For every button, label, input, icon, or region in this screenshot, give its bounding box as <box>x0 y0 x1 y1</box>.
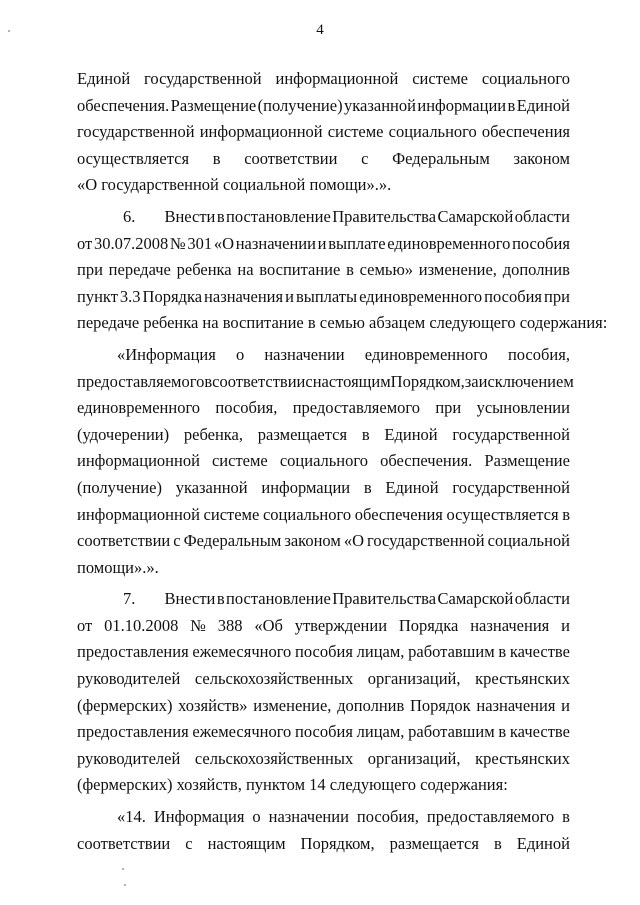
text-line: «Информация о назначении единовременного пособия, <box>117 344 570 364</box>
text-line: руководителей сельскохозяйственных организаций, крестьянских <box>77 669 570 689</box>
paragraph-continuation <box>77 66 570 199</box>
page-number: 4 <box>316 22 324 38</box>
paragraph-quote-14 <box>77 804 570 857</box>
text-line: (удочерении) ребенка, размещается в Единой государственной <box>77 424 570 444</box>
scan-speck <box>124 884 126 886</box>
paragraph-item-7 <box>77 586 570 799</box>
paragraph-quote-6 <box>77 342 574 581</box>
text-line: передаче ребенка на воспитание в семью абзацем следующего содержания: <box>77 313 608 333</box>
text-line: предоставления ежемесячного пособия лицам, работавшим в качестве <box>77 722 570 742</box>
text-line: 6. Внести в постановление Правительства Самарской области <box>77 204 570 231</box>
text-line: от 01.10.2008 № 388 «Об утверждении Порядка назначения и <box>77 615 570 635</box>
document-body <box>77 66 608 857</box>
text-line: государственной информационной системе социального обеспечения <box>77 122 570 142</box>
text-line: 7. Внести в постановление Правительства Самарской области <box>77 586 570 613</box>
text-line: обеспечения. Размещение (получение) указанной информации в Единой <box>77 95 570 115</box>
scan-speck <box>122 868 124 870</box>
item-number: 7. <box>123 589 136 609</box>
text-line: от 30.07.2008 № 301 «О назначении и выплате единовременного пособия <box>77 233 570 253</box>
text-line: при передаче ребенка на воспитание в семью» изменение, дополнив <box>77 260 570 280</box>
text-line: информационной системе социального обеспечения осуществляется в <box>77 504 570 524</box>
text-line: руководителей сельскохозяйственных организаций, крестьянских <box>77 748 570 768</box>
text-line: (получение) указанной информации в Единой государственной <box>77 477 570 497</box>
text-line: пункт 3.3 Порядка назначения и выплаты единовременного пособия при <box>77 286 570 306</box>
text-line: «14. Информация о назначении пособия, предоставляемого в <box>117 807 570 827</box>
text-line: соответствии с Федеральным законом «О государственной социальной <box>77 531 570 551</box>
text-line: предоставления ежемесячного пособия лицам, работавшим в качестве <box>77 642 570 662</box>
text-line: помощи».». <box>77 557 159 577</box>
text-line: единовременного пособия, предоставляемого при усыновлении <box>77 398 570 418</box>
item-number: 6. <box>123 206 136 226</box>
text-line: (фермерских) хозяйств, пунктом 14 следующего содержания: <box>77 775 508 795</box>
text-line: информационной системе социального обеспечения. Размещение <box>77 451 570 471</box>
paragraph-item-6 <box>77 204 608 337</box>
text-line: Единой государственной информационной системе социального <box>77 69 570 88</box>
text-line: предоставляемого в соответствии с настоящим Порядком, за исключением <box>77 371 574 391</box>
text-line: (фермерских) хозяйств» изменение, дополнив Порядок назначения и <box>77 695 570 715</box>
text-line: «О государственной социальной помощи».». <box>77 175 392 195</box>
text-line: соответствии с настоящим Порядком, размещается в Единой <box>77 833 570 853</box>
text-line: осуществляется в соответствии с Федеральным законом <box>77 148 570 168</box>
